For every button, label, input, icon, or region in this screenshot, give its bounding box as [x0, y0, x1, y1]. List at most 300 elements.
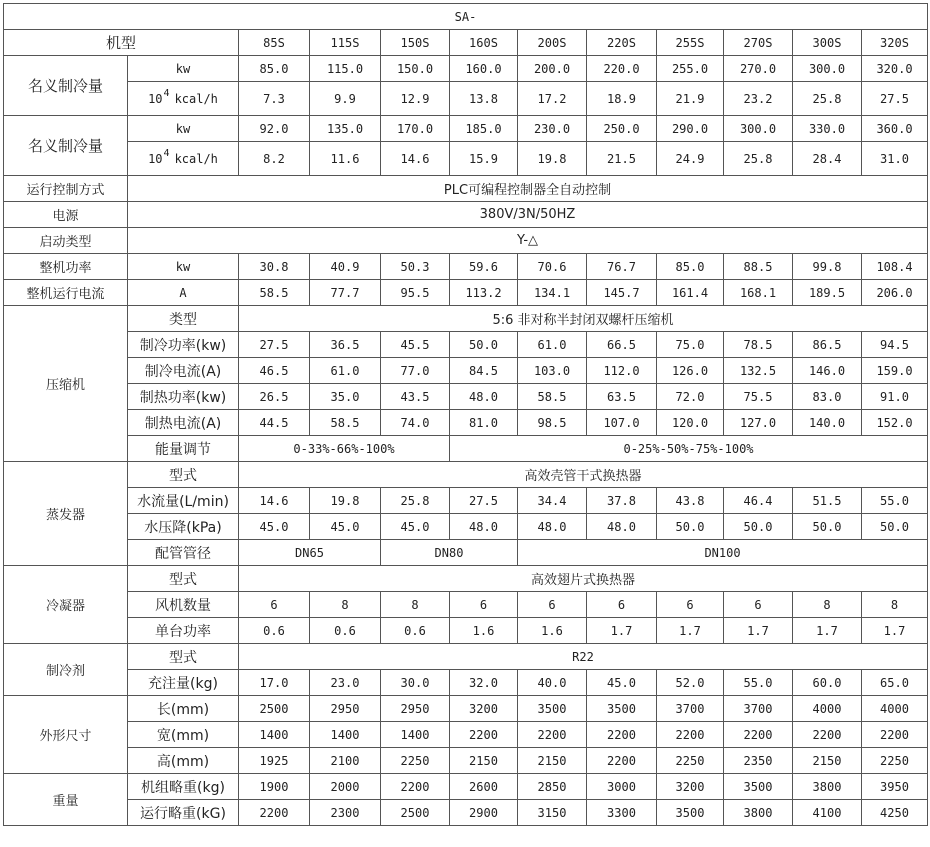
unit-current-row	[4, 280, 928, 306]
value-cell: 17.0	[239, 670, 310, 696]
value-cell: 3700	[657, 696, 724, 722]
value-cell: 2250	[381, 748, 450, 774]
value-cell: 58.5	[239, 280, 310, 306]
value-cell: 6	[518, 592, 587, 618]
evaporator-type-value: 高效壳管干式换热器	[239, 462, 928, 488]
value-cell: 99.8	[793, 254, 862, 280]
header-label: 机型	[4, 30, 239, 56]
value-cell: 134.1	[518, 280, 587, 306]
value-cell: 2500	[381, 800, 450, 826]
refrigerant-type-row	[4, 644, 928, 670]
value-cell: 45.5	[381, 332, 450, 358]
dimensions-row	[4, 748, 928, 774]
unit-kcal-cell	[128, 82, 239, 116]
capacity-control-row	[4, 436, 928, 462]
value-cell: 1.7	[862, 618, 928, 644]
unit-power-row	[4, 254, 928, 280]
heating-capacity-label: 名义制冷量	[4, 116, 128, 176]
value-cell: 55.0	[724, 670, 793, 696]
value-cell: 2150	[518, 748, 587, 774]
value-cell: 2300	[310, 800, 381, 826]
unit-kcal-rest: kcal/h	[174, 91, 218, 106]
value-cell: 43.8	[657, 488, 724, 514]
value-cell: 32.0	[450, 670, 518, 696]
compressor-row-label: 制冷电流(A)	[128, 358, 239, 384]
unit-kcal-rest: kcal/h	[174, 151, 218, 166]
value-cell: 1400	[381, 722, 450, 748]
value-cell: 2200	[450, 722, 518, 748]
value-cell: 146.0	[793, 358, 862, 384]
value-cell: 320.0	[862, 56, 928, 82]
value-cell: 1.6	[450, 618, 518, 644]
value-cell: 0.6	[381, 618, 450, 644]
value-cell: 50.0	[450, 332, 518, 358]
value-cell: 48.0	[450, 514, 518, 540]
value-cell: 2150	[793, 748, 862, 774]
value-cell: 25.8	[381, 488, 450, 514]
value-cell: 36.5	[310, 332, 381, 358]
pipe-size-b: DN80	[381, 540, 518, 566]
capacity-control-value-b: 0-25%-50%-75%-100%	[450, 436, 928, 462]
evaporator-row-label: 水压降(kPa)	[128, 514, 239, 540]
evaporator-type-row	[4, 462, 928, 488]
control-value: PLC可编程控制器全自动控制	[128, 176, 928, 202]
value-cell: 27.5	[862, 82, 928, 116]
value-cell: 4000	[862, 696, 928, 722]
value-cell: 51.5	[793, 488, 862, 514]
model-header: 320S	[862, 30, 928, 56]
value-cell: 1900	[239, 774, 310, 800]
value-cell: 88.5	[724, 254, 793, 280]
value-cell: 59.6	[450, 254, 518, 280]
model-header: 255S	[657, 30, 724, 56]
dimensions-row	[4, 696, 928, 722]
unit-kw-cell: kw	[128, 116, 239, 142]
value-cell: 6	[587, 592, 657, 618]
value-cell: 1.6	[518, 618, 587, 644]
model-header: 200S	[518, 30, 587, 56]
value-cell: 1.7	[793, 618, 862, 644]
value-cell: 6	[239, 592, 310, 618]
value-cell: 150.0	[381, 56, 450, 82]
value-cell: 19.8	[310, 488, 381, 514]
value-cell: 9.9	[310, 82, 381, 116]
value-cell: 3150	[518, 800, 587, 826]
pipe-size-label: 配管管径	[128, 540, 239, 566]
value-cell: 45.0	[239, 514, 310, 540]
power-supply-label: 电源	[4, 202, 128, 228]
value-cell: 189.5	[793, 280, 862, 306]
value-cell: 78.5	[724, 332, 793, 358]
dimensions-label: 外形尺寸	[4, 696, 128, 774]
condenser-row	[4, 592, 928, 618]
value-cell: 27.5	[450, 488, 518, 514]
value-cell: 12.9	[381, 82, 450, 116]
condenser-label: 冷凝器	[4, 566, 128, 644]
dimensions-row-label: 宽(mm)	[128, 722, 239, 748]
value-cell: 4100	[793, 800, 862, 826]
condenser-row-label: 单台功率	[128, 618, 239, 644]
header-row	[4, 30, 928, 56]
value-cell: 75.5	[724, 384, 793, 410]
value-cell: 3500	[657, 800, 724, 826]
value-cell: 8	[793, 592, 862, 618]
value-cell: 3800	[724, 800, 793, 826]
value-cell: 4000	[793, 696, 862, 722]
value-cell: 19.8	[518, 142, 587, 176]
value-cell: 34.4	[518, 488, 587, 514]
value-cell: 46.4	[724, 488, 793, 514]
unit-current-label: 整机运行电流	[4, 280, 128, 306]
refrigerant-charge-row	[4, 670, 928, 696]
value-cell: 60.0	[793, 670, 862, 696]
refrigerant-type-label: 型式	[128, 644, 239, 670]
value-cell: 45.0	[587, 670, 657, 696]
value-cell: 7.3	[239, 82, 310, 116]
value-cell: 3700	[724, 696, 793, 722]
value-cell: 8.2	[239, 142, 310, 176]
condenser-type-row	[4, 566, 928, 592]
value-cell: 48.0	[450, 384, 518, 410]
compressor-row	[4, 384, 928, 410]
compressor-type-row	[4, 306, 928, 332]
condenser-type-value: 高效翅片式换热器	[239, 566, 928, 592]
value-cell: 23.2	[724, 82, 793, 116]
value-cell: 168.1	[724, 280, 793, 306]
value-cell: 290.0	[657, 116, 724, 142]
value-cell: 50.0	[793, 514, 862, 540]
unit-power-unit: kw	[128, 254, 239, 280]
weight-row	[4, 800, 928, 826]
compressor-label: 压缩机	[4, 306, 128, 462]
value-cell: 2200	[724, 722, 793, 748]
value-cell: 2100	[310, 748, 381, 774]
control-label: 运行控制方式	[4, 176, 128, 202]
value-cell: 86.5	[793, 332, 862, 358]
value-cell: 3200	[450, 696, 518, 722]
value-cell: 48.0	[587, 514, 657, 540]
value-cell: 58.5	[518, 384, 587, 410]
model-header: 160S	[450, 30, 518, 56]
value-cell: 1.7	[724, 618, 793, 644]
value-cell: 30.0	[381, 670, 450, 696]
evaporator-row-label: 水流量(L/min)	[128, 488, 239, 514]
value-cell: 2500	[239, 696, 310, 722]
value-cell: 1.7	[657, 618, 724, 644]
evaporator-type-label: 型式	[128, 462, 239, 488]
value-cell: 37.8	[587, 488, 657, 514]
value-cell: 50.0	[657, 514, 724, 540]
unit-power-label: 整机功率	[4, 254, 128, 280]
value-cell: 2000	[310, 774, 381, 800]
value-cell: 3800	[793, 774, 862, 800]
value-cell: 185.0	[450, 116, 518, 142]
value-cell: 270.0	[724, 56, 793, 82]
value-cell: 120.0	[657, 410, 724, 436]
value-cell: 108.4	[862, 254, 928, 280]
compressor-row-label: 制冷功率(kw)	[128, 332, 239, 358]
model-header: 150S	[381, 30, 450, 56]
value-cell: 77.0	[381, 358, 450, 384]
value-cell: 159.0	[862, 358, 928, 384]
compressor-row	[4, 410, 928, 436]
value-cell: 26.5	[239, 384, 310, 410]
value-cell: 103.0	[518, 358, 587, 384]
value-cell: 1925	[239, 748, 310, 774]
value-cell: 112.0	[587, 358, 657, 384]
value-cell: 2950	[381, 696, 450, 722]
compressor-row	[4, 332, 928, 358]
value-cell: 44.5	[239, 410, 310, 436]
value-cell: 85.0	[239, 56, 310, 82]
power-supply-value: 380V/3N/50HZ	[128, 202, 928, 228]
unit-kcal-cell	[128, 142, 239, 176]
refrigerant-label: 制冷剂	[4, 644, 128, 696]
value-cell: 2200	[239, 800, 310, 826]
value-cell: 2950	[310, 696, 381, 722]
cooling-capacity-label: 名义制冷量	[4, 56, 128, 116]
value-cell: 126.0	[657, 358, 724, 384]
refrigerant-type-value: R22	[239, 644, 928, 670]
value-cell: 23.0	[310, 670, 381, 696]
value-cell: 145.7	[587, 280, 657, 306]
capacity-control-label: 能量调节	[128, 436, 239, 462]
value-cell: 15.9	[450, 142, 518, 176]
value-cell: 3500	[724, 774, 793, 800]
value-cell: 75.0	[657, 332, 724, 358]
value-cell: 206.0	[862, 280, 928, 306]
value-cell: 25.8	[793, 82, 862, 116]
value-cell: 8	[862, 592, 928, 618]
model-header: 220S	[587, 30, 657, 56]
value-cell: 2850	[518, 774, 587, 800]
value-cell: 160.0	[450, 56, 518, 82]
value-cell: 13.8	[450, 82, 518, 116]
value-cell: 30.8	[239, 254, 310, 280]
value-cell: 2250	[862, 748, 928, 774]
evaporator-row	[4, 488, 928, 514]
condenser-row	[4, 618, 928, 644]
value-cell: 360.0	[862, 116, 928, 142]
value-cell: 3950	[862, 774, 928, 800]
value-cell: 135.0	[310, 116, 381, 142]
compressor-type-label: 类型	[128, 306, 239, 332]
value-cell: 200.0	[518, 56, 587, 82]
value-cell: 63.5	[587, 384, 657, 410]
value-cell: 300.0	[793, 56, 862, 82]
value-cell: 3000	[587, 774, 657, 800]
value-cell: 1400	[310, 722, 381, 748]
value-cell: 14.6	[239, 488, 310, 514]
value-cell: 61.0	[518, 332, 587, 358]
value-cell: 3500	[587, 696, 657, 722]
value-cell: 70.6	[518, 254, 587, 280]
value-cell: 76.7	[587, 254, 657, 280]
value-cell: 84.5	[450, 358, 518, 384]
value-cell: 28.4	[793, 142, 862, 176]
weight-row-label: 机组略重(kg)	[128, 774, 239, 800]
value-cell: 140.0	[793, 410, 862, 436]
value-cell: 94.5	[862, 332, 928, 358]
value-cell: 255.0	[657, 56, 724, 82]
table-title: SA-	[4, 4, 928, 30]
value-cell: 14.6	[381, 142, 450, 176]
value-cell: 2200	[862, 722, 928, 748]
capacity-control-value-a: 0-33%-66%-100%	[239, 436, 450, 462]
value-cell: 58.5	[310, 410, 381, 436]
value-cell: 300.0	[724, 116, 793, 142]
start-type-value: Y-△	[128, 228, 928, 254]
value-cell: 3500	[518, 696, 587, 722]
pipe-size-row	[4, 540, 928, 566]
value-cell: 107.0	[587, 410, 657, 436]
value-cell: 1400	[239, 722, 310, 748]
value-cell: 74.0	[381, 410, 450, 436]
value-cell: 2200	[793, 722, 862, 748]
condenser-type-label: 型式	[128, 566, 239, 592]
unit-kcal-exponent: 4	[163, 147, 170, 159]
value-cell: 55.0	[862, 488, 928, 514]
title-row	[4, 4, 928, 30]
value-cell: 48.0	[518, 514, 587, 540]
value-cell: 161.4	[657, 280, 724, 306]
value-cell: 98.5	[518, 410, 587, 436]
value-cell: 132.5	[724, 358, 793, 384]
model-header: 300S	[793, 30, 862, 56]
value-cell: 92.0	[239, 116, 310, 142]
dimensions-row-label: 长(mm)	[128, 696, 239, 722]
spec-table-body	[4, 4, 928, 826]
compressor-row-label: 制热电流(A)	[128, 410, 239, 436]
value-cell: 45.0	[381, 514, 450, 540]
pipe-size-c: DN100	[518, 540, 928, 566]
dimensions-row-label: 高(mm)	[128, 748, 239, 774]
value-cell: 83.0	[793, 384, 862, 410]
weight-label: 重量	[4, 774, 128, 826]
weight-row-label: 运行略重(kG)	[128, 800, 239, 826]
value-cell: 6	[657, 592, 724, 618]
evaporator-label: 蒸发器	[4, 462, 128, 566]
value-cell: 35.0	[310, 384, 381, 410]
value-cell: 2200	[587, 748, 657, 774]
start-type-row	[4, 228, 928, 254]
value-cell: 65.0	[862, 670, 928, 696]
weight-row	[4, 774, 928, 800]
value-cell: 52.0	[657, 670, 724, 696]
value-cell: 91.0	[862, 384, 928, 410]
value-cell: 152.0	[862, 410, 928, 436]
value-cell: 2200	[518, 722, 587, 748]
value-cell: 250.0	[587, 116, 657, 142]
value-cell: 127.0	[724, 410, 793, 436]
heating-capacity-kcal-row	[4, 142, 928, 176]
value-cell: 45.0	[310, 514, 381, 540]
value-cell: 11.6	[310, 142, 381, 176]
value-cell: 8	[310, 592, 381, 618]
control-row	[4, 176, 928, 202]
value-cell: 4250	[862, 800, 928, 826]
value-cell: 220.0	[587, 56, 657, 82]
cooling-capacity-kcal-row	[4, 82, 928, 116]
value-cell: 2200	[657, 722, 724, 748]
power-supply-row	[4, 202, 928, 228]
unit-kcal-exponent: 4	[163, 87, 170, 99]
value-cell: 2200	[587, 722, 657, 748]
value-cell: 40.0	[518, 670, 587, 696]
model-header: 115S	[310, 30, 381, 56]
value-cell: 40.9	[310, 254, 381, 280]
value-cell: 85.0	[657, 254, 724, 280]
value-cell: 31.0	[862, 142, 928, 176]
unit-current-unit: A	[128, 280, 239, 306]
value-cell: 50.0	[862, 514, 928, 540]
value-cell: 72.0	[657, 384, 724, 410]
compressor-row-label: 制热功率(kw)	[128, 384, 239, 410]
value-cell: 1.7	[587, 618, 657, 644]
value-cell: 2250	[657, 748, 724, 774]
evaporator-row	[4, 514, 928, 540]
model-header: 85S	[239, 30, 310, 56]
value-cell: 6	[724, 592, 793, 618]
value-cell: 66.5	[587, 332, 657, 358]
value-cell: 2150	[450, 748, 518, 774]
value-cell: 61.0	[310, 358, 381, 384]
compressor-type-value: 5:6 非对称半封闭双螺杆压缩机	[239, 306, 928, 332]
heating-capacity-kw-row	[4, 116, 928, 142]
value-cell: 50.3	[381, 254, 450, 280]
unit-kcal-base: 10	[148, 91, 163, 106]
unit-kcal-base: 10	[148, 151, 163, 166]
value-cell: 2200	[381, 774, 450, 800]
value-cell: 115.0	[310, 56, 381, 82]
value-cell: 113.2	[450, 280, 518, 306]
dimensions-row	[4, 722, 928, 748]
model-header: 270S	[724, 30, 793, 56]
value-cell: 17.2	[518, 82, 587, 116]
value-cell: 2600	[450, 774, 518, 800]
value-cell: 6	[450, 592, 518, 618]
unit-kw-cell: kw	[128, 56, 239, 82]
pipe-size-a: DN65	[239, 540, 381, 566]
value-cell: 2350	[724, 748, 793, 774]
refrigerant-charge-label: 充注量(kg)	[128, 670, 239, 696]
compressor-row	[4, 358, 928, 384]
value-cell: 8	[381, 592, 450, 618]
condenser-row-label: 风机数量	[128, 592, 239, 618]
spec-table	[3, 3, 928, 826]
value-cell: 18.9	[587, 82, 657, 116]
value-cell: 24.9	[657, 142, 724, 176]
value-cell: 0.6	[310, 618, 381, 644]
value-cell: 0.6	[239, 618, 310, 644]
value-cell: 95.5	[381, 280, 450, 306]
value-cell: 50.0	[724, 514, 793, 540]
value-cell: 170.0	[381, 116, 450, 142]
value-cell: 46.5	[239, 358, 310, 384]
value-cell: 43.5	[381, 384, 450, 410]
value-cell: 77.7	[310, 280, 381, 306]
cooling-capacity-kw-row	[4, 56, 928, 82]
value-cell: 27.5	[239, 332, 310, 358]
value-cell: 230.0	[518, 116, 587, 142]
start-type-label: 启动类型	[4, 228, 128, 254]
value-cell: 81.0	[450, 410, 518, 436]
value-cell: 3300	[587, 800, 657, 826]
value-cell: 3200	[657, 774, 724, 800]
value-cell: 21.9	[657, 82, 724, 116]
value-cell: 330.0	[793, 116, 862, 142]
value-cell: 2900	[450, 800, 518, 826]
